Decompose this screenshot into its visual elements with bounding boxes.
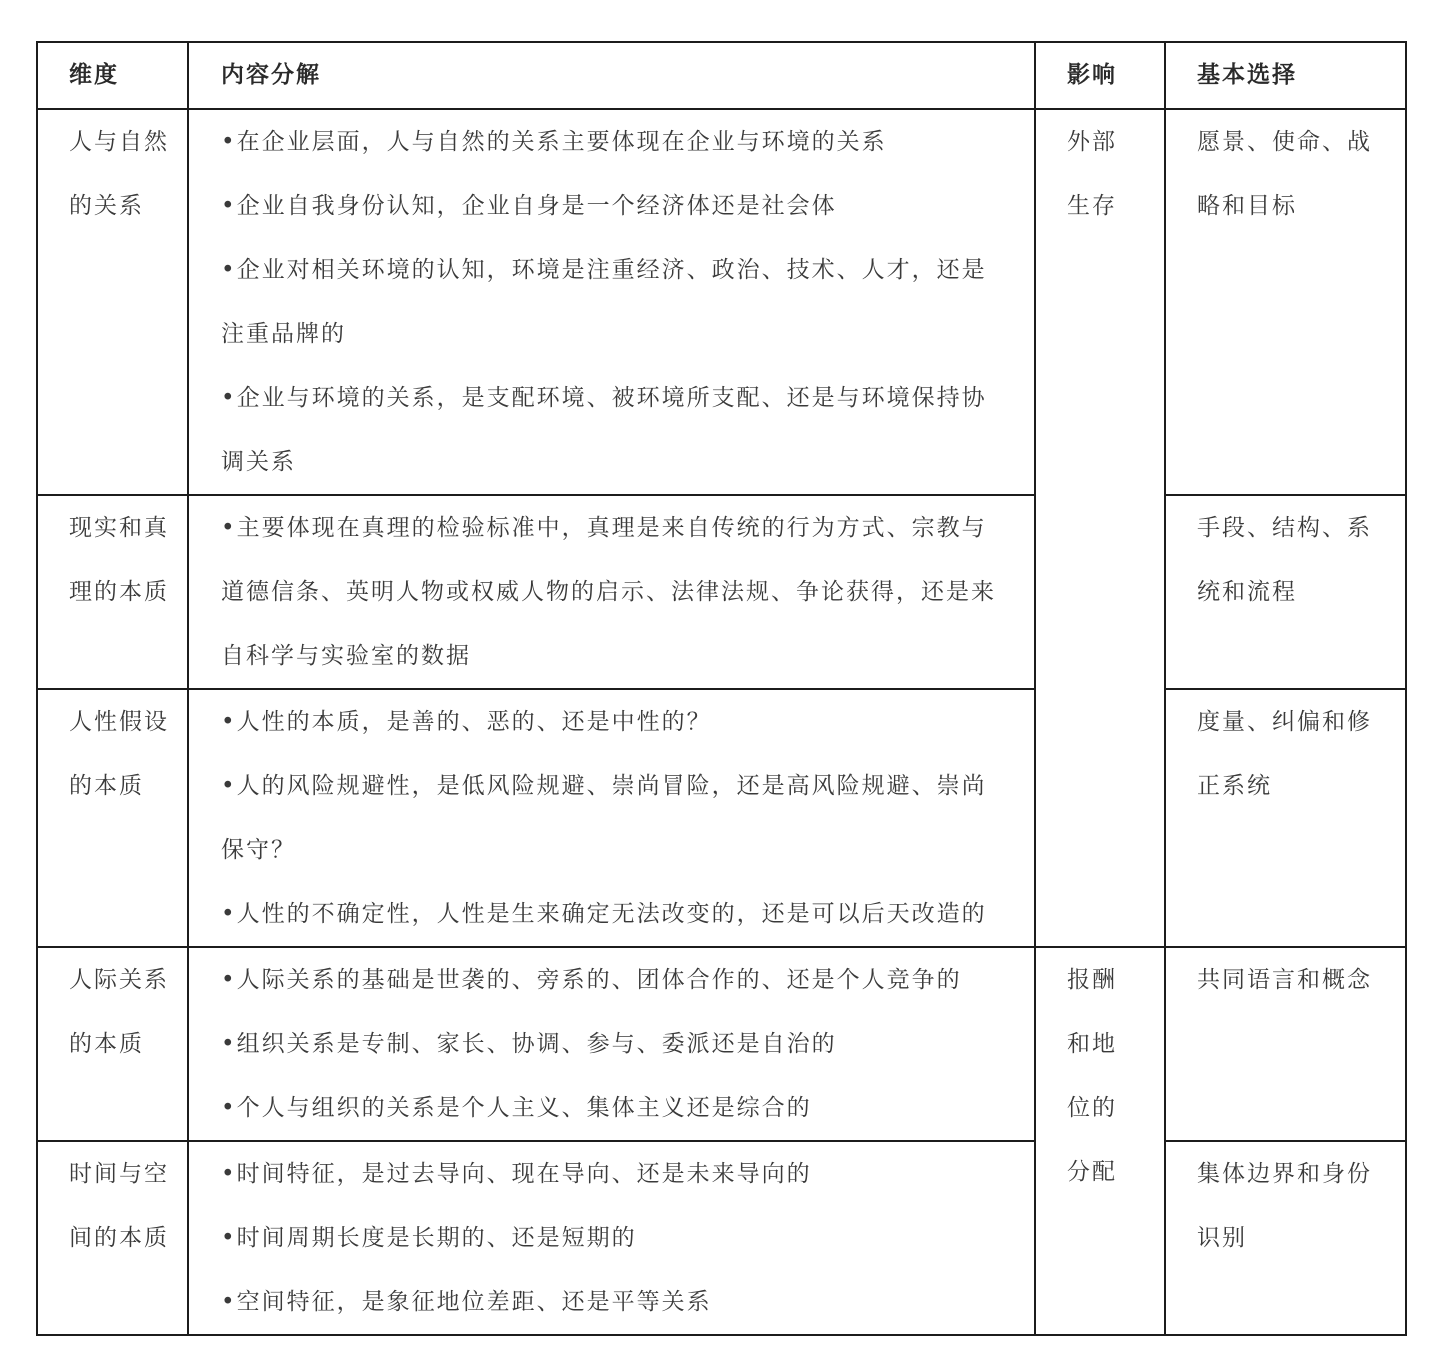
table-row [37,495,1406,689]
content-cell [188,109,1035,495]
content-point: •空间特征，是象征地位差距、还是平等关系 [221,1289,712,1315]
choice-cell: 度量、纠偏和修正系统 [1165,689,1406,947]
table-row [37,947,1406,1141]
dimension-cell: 现实和真理的本质 [37,495,188,689]
content-point: •人的风险规避性，是低风险规避、崇尚冒险，还是高风险规避、崇尚保守？ [221,773,987,863]
content-point: •主要体现在真理的检验标准中，真理是来自传统的行为方式、宗教与道德信条、英明人物或权威人物的启示、法律法规、争论获得，还是来自科学与实验室的数据 [221,515,996,669]
content-cell [188,689,1035,947]
choice-cell: 愿景、使命、战略和目标 [1165,109,1406,495]
content-point: •人际关系的基础是世袭的、旁系的、团体合作的、还是个人竞争的 [221,967,962,993]
dimension-cell: 人性假设的本质 [37,689,188,947]
content-point: •企业自我身份认知，企业自身是一个经济体还是社会体 [221,193,837,219]
header-row [37,42,1406,109]
header-dimension: 维度 [37,42,188,109]
content-point: •企业与环境的关系，是支配环境、被环境所支配、还是与环境保持协调关系 [221,385,987,475]
content-cell [188,1141,1035,1335]
content-point: •人性的不确定性，人性是生来确定无法改变的，还是可以后天改造的 [221,901,987,927]
content-point: •个人与组织的关系是个人主义、集体主义还是综合的 [221,1095,812,1121]
table-row [37,109,1406,495]
dimension-cell: 人与自然的关系 [37,109,188,495]
header-content: 内容分解 [188,42,1035,109]
content-cell [188,495,1035,689]
header-impact: 影响 [1035,42,1165,109]
culture-dimensions-table [36,41,1407,1336]
impact-cell-internal: 报酬和地位的分配 [1035,947,1165,1335]
content-point: •在企业层面，人与自然的关系主要体现在企业与环境的关系 [221,129,887,155]
content-cell [188,947,1035,1141]
content-point: •人性的本质，是善的、恶的、还是中性的？ [221,709,712,735]
dimension-cell: 人际关系的本质 [37,947,188,1141]
table-row [37,1141,1406,1335]
choice-cell: 集体边界和身份识别 [1165,1141,1406,1335]
table-row [37,689,1406,947]
content-point: •企业对相关环境的认知，环境是注重经济、政治、技术、人才，还是注重品牌的 [221,257,987,347]
content-point: •时间特征，是过去导向、现在导向、还是未来导向的 [221,1161,812,1187]
header-choice: 基本选择 [1165,42,1406,109]
content-point: •时间周期长度是长期的、还是短期的 [221,1225,637,1251]
content-point: •组织关系是专制、家长、协调、参与、委派还是自治的 [221,1031,837,1057]
impact-cell-external: 外部生存 [1035,109,1165,947]
choice-cell: 共同语言和概念 [1165,947,1406,1141]
choice-cell: 手段、结构、系统和流程 [1165,495,1406,689]
dimension-cell: 时间与空间的本质 [37,1141,188,1335]
